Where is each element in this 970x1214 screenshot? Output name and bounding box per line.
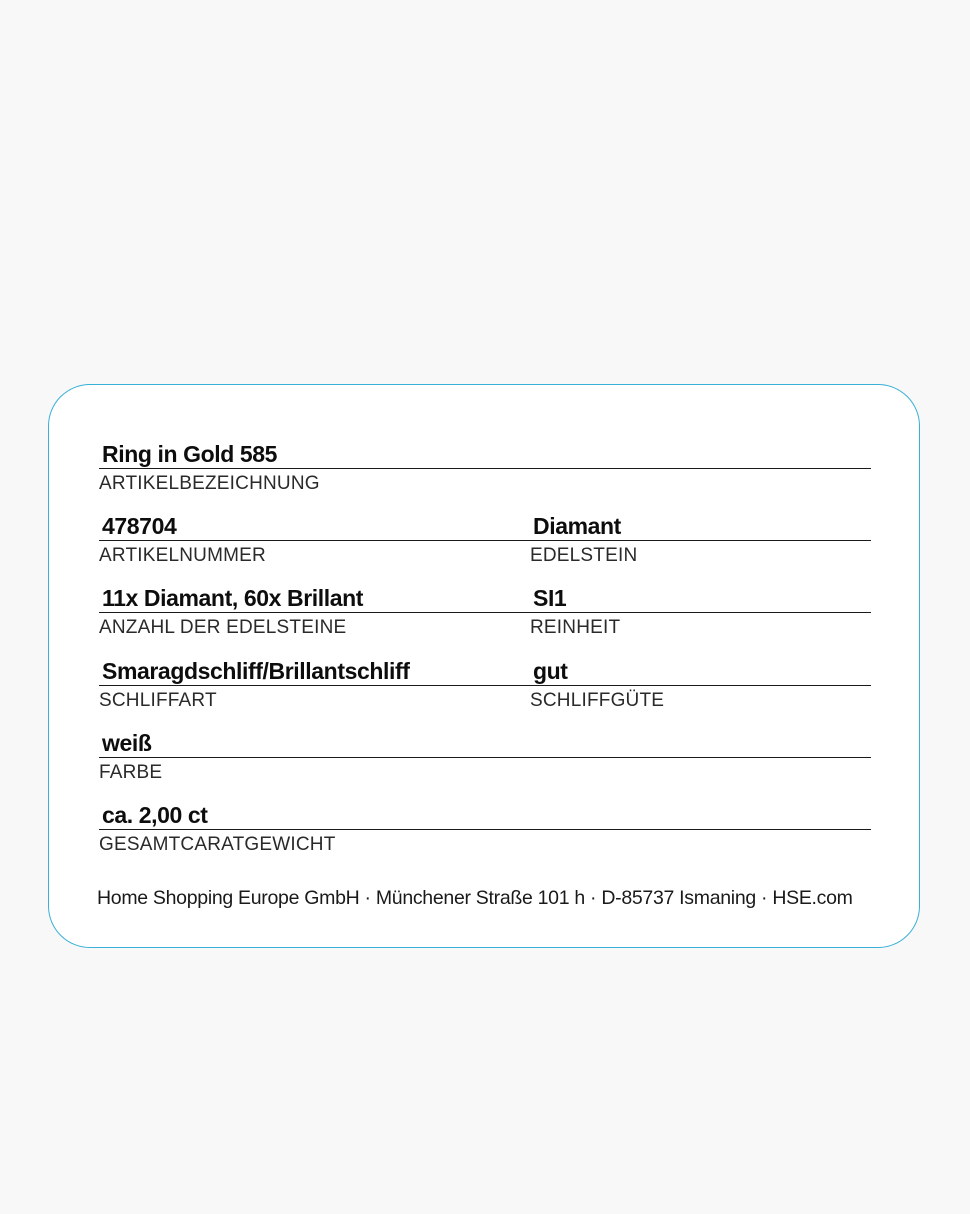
gemstone-label: EDELSTEIN bbox=[530, 545, 638, 566]
gemstone-value: Diamant bbox=[533, 513, 621, 539]
cut-type-value: Smaragdschliff/Brillantschliff bbox=[102, 658, 410, 684]
field-total-carat bbox=[99, 801, 871, 857]
color-label: FARBE bbox=[99, 762, 163, 783]
gem-count-value: 11x Diamant, 60x Brillant bbox=[102, 585, 364, 611]
field-clarity bbox=[530, 584, 871, 640]
field-color bbox=[99, 729, 871, 785]
divider bbox=[99, 829, 871, 830]
clarity-value: SI1 bbox=[533, 585, 567, 611]
cut-quality-label: SCHLIFFGÜTE bbox=[530, 690, 665, 711]
divider bbox=[99, 685, 530, 686]
cut-type-label: SCHLIFFART bbox=[99, 690, 217, 711]
field-article-number bbox=[99, 512, 530, 568]
divider bbox=[530, 540, 871, 541]
divider bbox=[99, 540, 530, 541]
field-cut-quality bbox=[530, 657, 871, 713]
divider bbox=[530, 685, 871, 686]
clarity-label: REINHEIT bbox=[530, 617, 621, 638]
gem-count-label: ANZAHL DER EDELSTEINE bbox=[99, 617, 347, 638]
company-address-footer: Home Shopping Europe GmbH · Münchener Straße 101 h · D-85737 Ismaning · HSE.com bbox=[97, 887, 853, 909]
divider bbox=[99, 612, 530, 613]
field-cut-type bbox=[99, 657, 530, 713]
divider bbox=[99, 468, 871, 469]
article-number-value: 478704 bbox=[102, 513, 177, 539]
field-article-name bbox=[99, 440, 871, 496]
field-gemstone bbox=[530, 512, 871, 568]
field-gem-count bbox=[99, 584, 530, 640]
article-name-label: ARTIKELBEZEICHNUNG bbox=[99, 473, 320, 494]
article-number-label: ARTIKELNUMMER bbox=[99, 545, 266, 566]
cut-quality-value: gut bbox=[533, 658, 568, 684]
color-value: weiß bbox=[102, 730, 152, 756]
divider bbox=[530, 612, 871, 613]
article-name-value: Ring in Gold 585 bbox=[102, 441, 278, 467]
total-carat-label: GESAMTCARATGEWICHT bbox=[99, 834, 336, 855]
total-carat-value: ca. 2,00 ct bbox=[102, 802, 208, 828]
product-info-card bbox=[48, 384, 920, 948]
divider bbox=[99, 757, 871, 758]
